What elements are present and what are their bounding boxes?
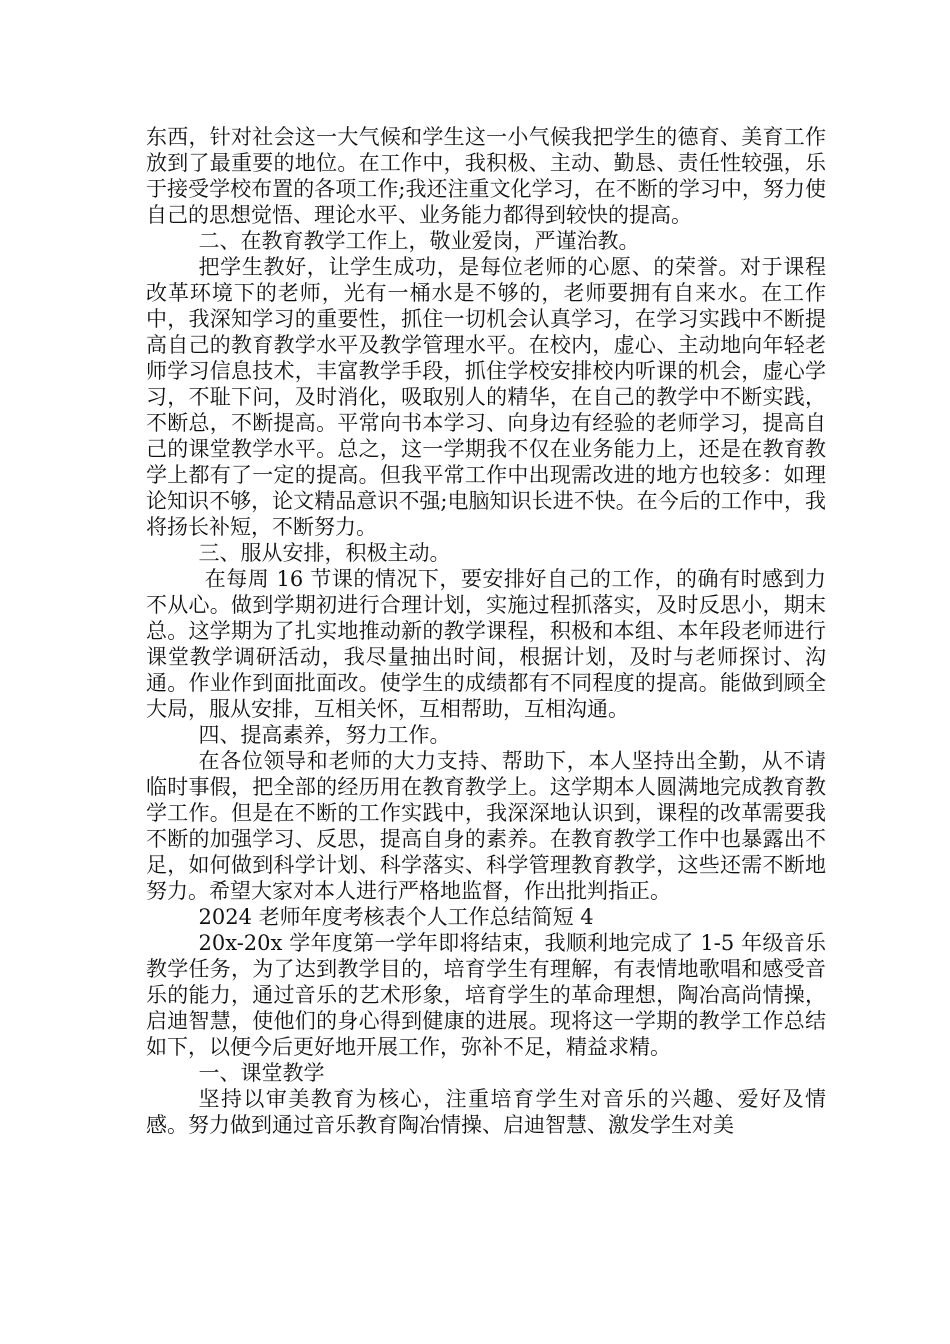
paragraph-schedule: 在每周 16 节课的情况下，要安排好自己的工作，的确有时感到力不从心。做到学期初进行合理计划，实施过程抓落实，及时反思小，期末总。这学期为了扎实地推动新的教学课程，积极和本组、本年段老师进行课堂教学调研活动，我尽量抽出时间，根据计划，及时与老师探讨、沟通。作业作到面批面改。使学生的成绩都有不同程度的提高。能做到顾全大局，服从安排，互相关怀，互相帮助，互相沟通。: [146, 567, 826, 721]
section-heading-2: 二、在教育教学工作上，敬业爱岗，严谨治教。: [198, 229, 640, 253]
paragraph-attendance: 在各位领导和老师的大力支持、帮助下，本人坚持出全勤，从不请临时事假，把全部的经历用在教育教学上。这学期本人圆满地完成教育教学工作。但是在不断的工作实践中，我深深地认识到，课程的改革需要我不断的加强学习、反思，提高自身的素养。在教育教学工作中也暴露出不足，如何做到科学计划、科学落实、科学管理教育教学，这些还需不断地努力。希望大家对本人进行严格地监督，作出批判指正。: [146, 749, 826, 903]
paragraph-continued: 东西，针对社会这一大气候和学生这一小气候我把学生的德育、美育工作放到了最重要的地位。在工作中，我积极、主动、勤恳、责任性较强，乐于接受学校布置的各项工作;我还注重文化学习，在不断的学习中，努力使自己的思想觉悟、理论水平、业务能力都得到较快的提高。: [146, 125, 826, 227]
paragraph-teaching-study: 把学生教好，让学生成功，是每位老师的心愿、的荣誉。对于课程改革环境下的老师，光有一桶水是不够的，老师要拥有自来水。在工作中，我深知学习的重要性，抓住一切机会认真学习，在学习实践中不断提高自己的教育教学水平及教学管理水平。在校内，虚心、主动地向年轻老师学习信息技术，丰富教学手段，抓住学校安排校内听课的机会，虚心学习，不耻下问，及时消化，吸取别人的精华，在自己的教学中不断实践，不断总，不断提高。平常向书本学习、向身边有经验的老师学习，提高自己的课堂教学水平。总之，这一学期我不仅在业务能力上，还是在教育教学上都有了一定的提高。但我平常工作中出现需改进的地方也较多：如理论知识不够，论文精品意识不强;电脑知识长进不快。在今后的工作中，我将扬长补短，不断努力。: [146, 255, 826, 539]
article-title: 2024 老师年度考核表个人工作总结简短 4: [198, 905, 594, 929]
section-heading-classroom: 一、课堂教学: [198, 1061, 325, 1085]
paragraph-aesthetic: 坚持以审美教育为核心，注重培育学生对音乐的兴趣、爱好及情感。努力做到通过音乐教育陶冶情操、启迪智慧、激发学生对美: [146, 1087, 826, 1137]
section-heading-3: 三、服从安排，积极主动。: [198, 541, 451, 565]
paragraph-music-intro: 20x-20x 学年度第一学年即将结束，我顺利地完成了 1-5 年级音乐教学任务，为了达到教学目的，培育学生有理解，有表情地歌唱和感受音乐的能力，通过音乐的艺术形象，培育学生的革命理想，陶冶高尚情操，启迪智慧，使他们的身心得到健康的进展。现将这一学期的教学工作总结如下，以便今后更好地开展工作，弥补不足，精益求精。: [146, 931, 826, 1059]
document-body: [146, 124, 826, 1138]
section-heading-4: 四、提高素养，努力工作。: [198, 723, 451, 747]
